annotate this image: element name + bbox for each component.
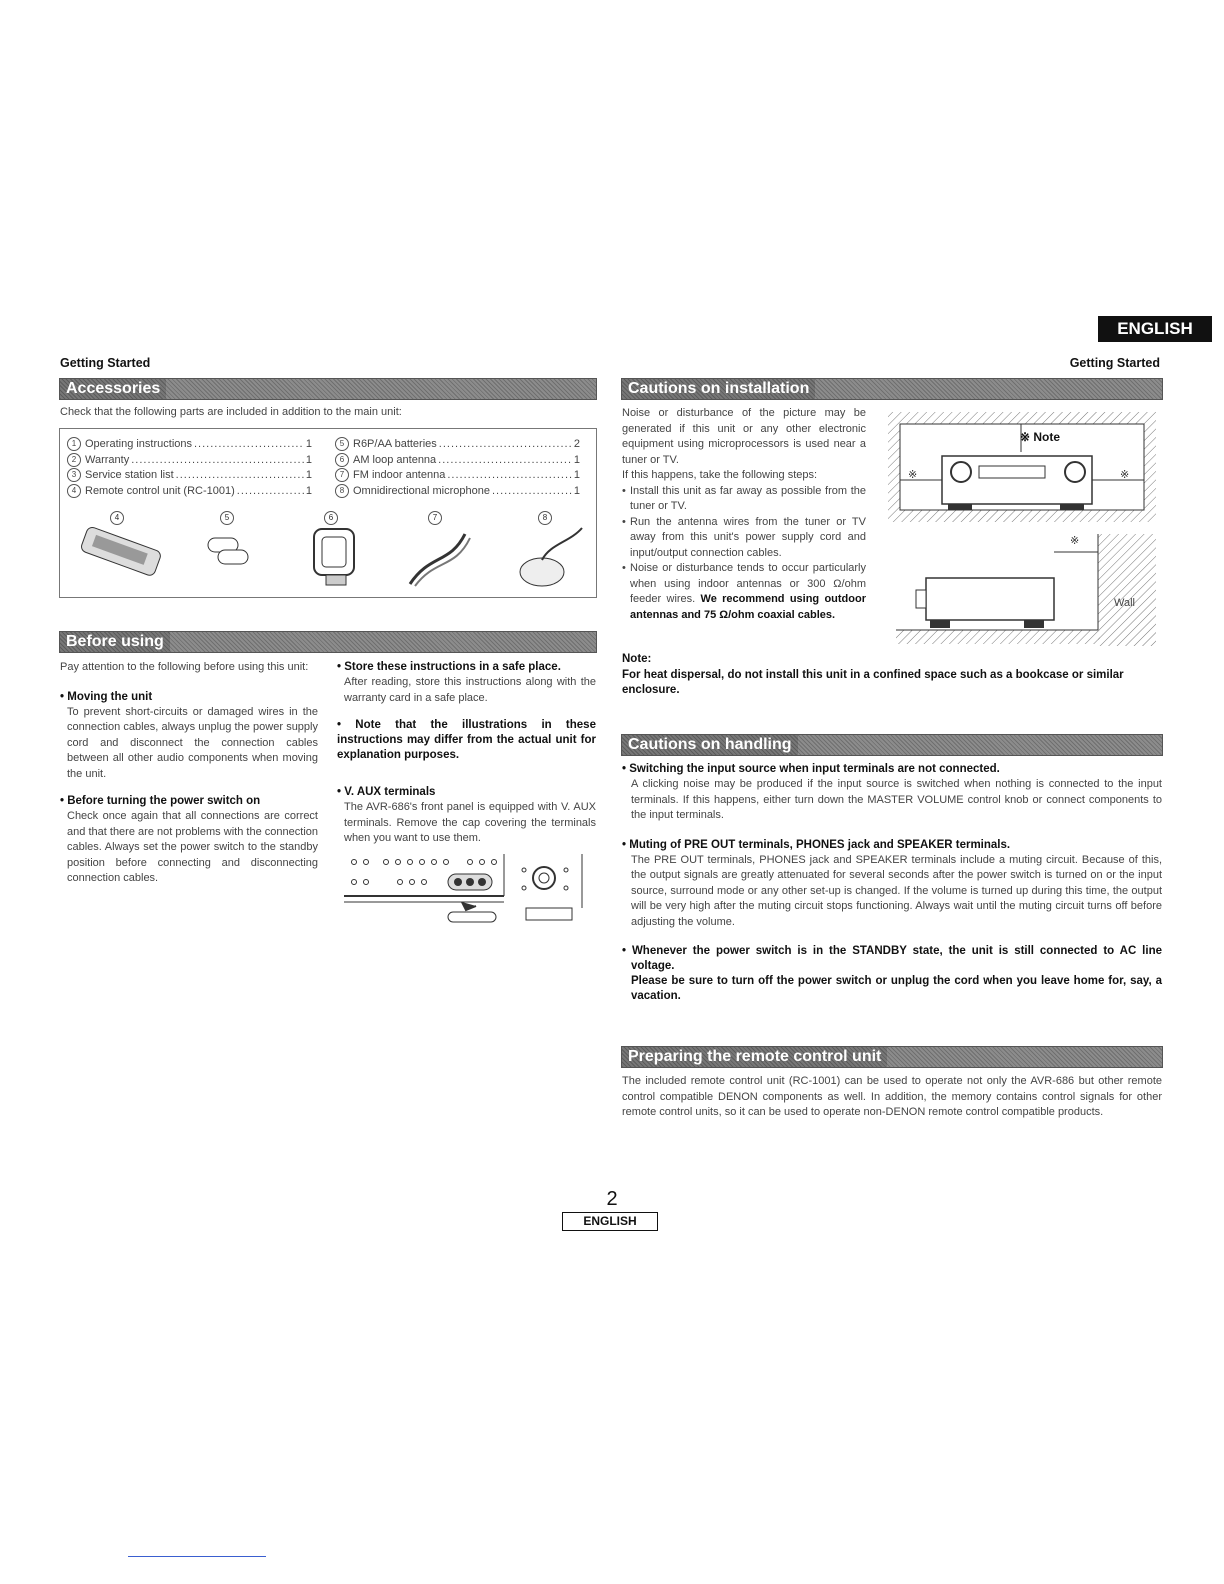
figure-label-7: 7: [428, 511, 442, 525]
installation-text: [622, 406, 866, 623]
list-item: 2 Warranty ..... 1: [67, 453, 312, 469]
before-using-intro: Pay attention to the following before using this unit:: [60, 661, 309, 673]
installation-step-3: • Noise or disturbance tends to occur particularly when using indoor antennas or 300 Ω/ohm feeder wires. We recommend using outdoor antennas and 75 Ω/ohm coaxial cables.: [622, 561, 866, 623]
handling-heading-2: • Muting of PRE OUT terminals, PHONES jack and SPEAKER terminals.: [622, 838, 1011, 851]
installation-title-bar: [621, 378, 1163, 400]
microphone-icon: [520, 528, 582, 586]
illustrations-note: • Note that the illustrations in these instructions may differ from the actual unit for explanation purposes.: [337, 719, 596, 761]
moving-unit-text: To prevent short-circuits or damaged wires in the connection cables, always unplug the power supply cord and disconnect the connection cables between all other audio components when moving the unit.: [67, 705, 318, 780]
installation-p1: Noise or disturbance of the picture may be generated if this unit or any other electronic equipment using microprocessors is used near a tuner or TV.: [622, 407, 866, 466]
installation-note-label: Note:: [622, 653, 652, 665]
accessories-illustration: [70, 524, 590, 592]
vaux-heading: • V. AUX terminals: [337, 786, 436, 798]
language-tab: ENGLISH: [1098, 316, 1212, 342]
handling-title-bar: [621, 734, 1163, 756]
figure-mark-top: ※: [1070, 535, 1080, 547]
installation-p2: If this happens, take the following steps:: [622, 469, 818, 481]
store-instructions-heading: • Store these instructions in a safe place.: [337, 661, 561, 673]
list-item: 4 Remote control unit (RC-1001) ..... 1: [67, 484, 312, 500]
am-loop-antenna-icon: [314, 529, 354, 585]
list-item: 5 R6P/AA batteries ..... 2: [335, 437, 580, 453]
footer-rule: [128, 1556, 266, 1557]
handling-heading-3: • Whenever the power switch is in the STANDBY state, the unit is still connected to AC line voltage.: [622, 945, 1162, 972]
figure-mark-left: ※: [908, 469, 918, 481]
power-switch-text: Check once again that all connections are correct and that there are not problems with the connection cables. Always set the power switch to the standby position before connecting and disconnecting connection cables.: [67, 810, 318, 884]
list-item: 8 Omnidirectional microphone ..... 1: [335, 484, 580, 500]
accessories-title: Accessories: [60, 379, 166, 399]
installation-title: Cautions on installation: [622, 379, 815, 399]
figure-label-8: 8: [538, 511, 552, 525]
handling-text-3: Please be sure to turn off the power switch or unplug the cord when you leave home for, say, a vacation.: [631, 975, 1162, 1002]
list-item: 6 AM loop antenna ..... 1: [335, 453, 580, 469]
handling-text-2: The PRE OUT terminals, PHONES jack and SPEAKER terminals include a muting circuit. Because of this, the output signals are greatly attenuated for several seconds after the power switch is turned on or the input source, surround mode or any other set-up is changed. If the volume is turned up during this time, the output will be very high after the muting circuit stops functioning. Always wait until the muting circuit turns off before adjusting the volume.: [631, 853, 1162, 928]
vaux-text: The AVR-686's front panel is equipped with V. AUX terminals. Remove the cap covering the terminals when you want to use them.: [344, 801, 596, 844]
remote-title-bar: [621, 1046, 1163, 1068]
installation-step-1: • Install this unit as far away as possible from the tuner or TV.: [622, 484, 866, 515]
installation-step-2: • Run the antenna wires from the tuner or TV away from this unit's power supply cord and input/output connection cables.: [622, 515, 866, 562]
handling-title: Cautions on handling: [622, 735, 798, 755]
list-item: 7 FM indoor antenna ..... 1: [335, 468, 580, 484]
header-left: Getting Started: [60, 356, 151, 370]
footer-language: ENGLISH: [562, 1212, 658, 1231]
installation-note-text: For heat dispersal, do not install this unit in a confined space such as a bookcase or similar enclosure.: [622, 669, 1124, 696]
list-item: 1 Operating instructions ..... 1: [67, 437, 312, 453]
before-using-title-bar: [59, 631, 597, 653]
store-instructions-text: After reading, store this instructions along with the warranty card in a safe place.: [344, 676, 596, 704]
handling-heading-1: • Switching the input source when input terminals are not connected.: [622, 763, 1000, 775]
accessories-list-left: [67, 437, 312, 499]
vaux-front-panel-illustration: [344, 852, 596, 932]
before-using-left-column: [60, 660, 318, 887]
accessories-intro: Check that the following parts are included in addition to the main unit:: [60, 406, 402, 418]
handling-text-1: A clicking noise may be produced if the input source is switched when nothing is connected to the input terminals. If this happens, either turn down the MASTER VOLUME control knob or connect components to the input terminals.: [631, 778, 1162, 821]
accessories-list-right: [335, 437, 580, 499]
before-using-title: Before using: [60, 632, 170, 652]
page-number: 2: [606, 1188, 618, 1210]
power-switch-heading: • Before turning the power switch on: [60, 795, 261, 807]
installation-figure-note: ※ Note: [1020, 430, 1061, 444]
wall-label: Wall: [1114, 597, 1135, 609]
moving-unit-heading: • Moving the unit: [60, 690, 153, 703]
header-right: Getting Started: [1069, 356, 1160, 370]
figure-mark-right: ※: [1120, 469, 1130, 481]
accessories-box: [59, 428, 597, 598]
figure-label-4: 4: [110, 511, 124, 525]
list-item: 3 Service station list ..... 1: [67, 468, 312, 484]
figure-label-5: 5: [220, 511, 234, 525]
accessories-title-bar: [59, 378, 597, 400]
installation-clearance-diagram: [886, 410, 1158, 646]
before-using-right-column: [337, 660, 596, 847]
fm-antenna-icon: [410, 534, 470, 586]
remote-text: The included remote control unit (RC-1001) can be used to operate not only the AVR-686 but other remote control compatible DENON components as well. In addition, the memory contains control signals for other remote control units, so it can be used to operate non-DENON remote control compatible products.: [622, 1075, 1162, 1118]
handling-content: [622, 762, 1162, 1004]
remote-control-icon: [80, 526, 162, 577]
remote-title: Preparing the remote control unit: [622, 1047, 887, 1067]
figure-label-6: 6: [324, 511, 338, 525]
batteries-icon: [208, 538, 248, 564]
